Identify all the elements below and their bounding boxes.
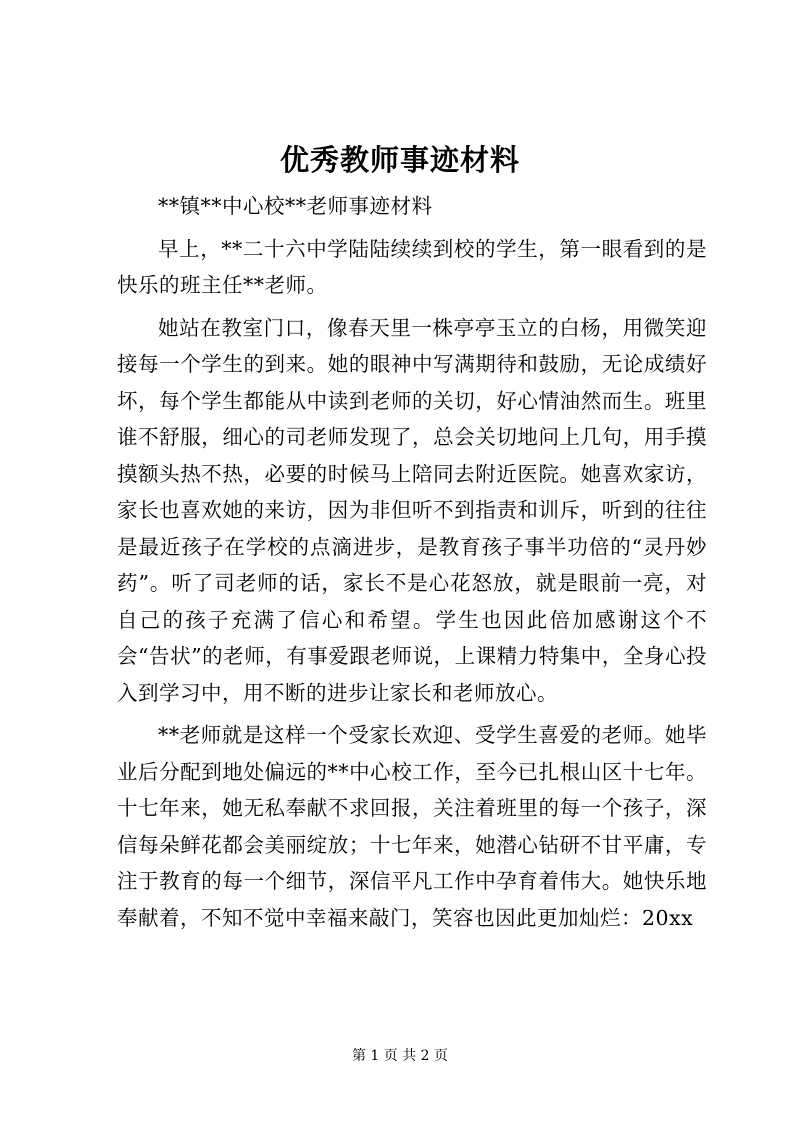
page-footer: 第 1 页 共 2 页 xyxy=(351,1048,449,1064)
paragraph-career: **老师就是这样一个受家长欢迎、受学生喜爱的老师。她毕业后分配到地处偏远的**中心校工作，至今已扎根山区十七年。十七年来，她无私奉献不求回报，关注着班里的每一个孩子，深信每朵鲜花都会美丽绽放；十七年来，她潜心钻研不甘平庸，专注于教育的每一个细节，深信平凡工作中孕育着伟大。她快乐地奉献着，不知不觉中幸福来敲门，笑容也因此更加灿烂：20xx xyxy=(117,723,707,930)
paragraph-morning: 早上，**二十六中学陆陆续续到校的学生，第一眼看到的是快乐的班主任**老师。 xyxy=(117,236,707,297)
paragraph-classroom: 她站在教室门口，像春天里一株亭亭玉立的白杨，用微笑迎接每一个学生的到来。她的眼神中写满期待和鼓励，无论成绩好坏，每个学生都能从中读到老师的关切，好心情油然而生。班里谁不舒服，细心的司老师发现了，总会关切地问上几句，用手摸摸额头热不热，必要的时候马上陪同去附近医院。她喜欢家访，家长也喜欢她的来访，因为非但听不到指责和训斥，听到的往往是最近孩子在学校的点滴进步，是教育孩子事半功倍的“灵丹妙药”。听了司老师的话，家长不是心花怒放，就是眼前一亮，对自己的孩子充满了信心和希望。学生也因此倍加感谢这个不会“告状”的老师，有事爱跟老师说，上课精力特集中，全身心投入到学习中，用不断的进步让家长和老师放心。 xyxy=(117,315,707,705)
document-body xyxy=(117,188,707,936)
paragraph-subtitle: **镇**中心校**老师事迹材料 xyxy=(158,194,433,218)
document-title: 优秀教师事迹材料 xyxy=(279,143,520,177)
